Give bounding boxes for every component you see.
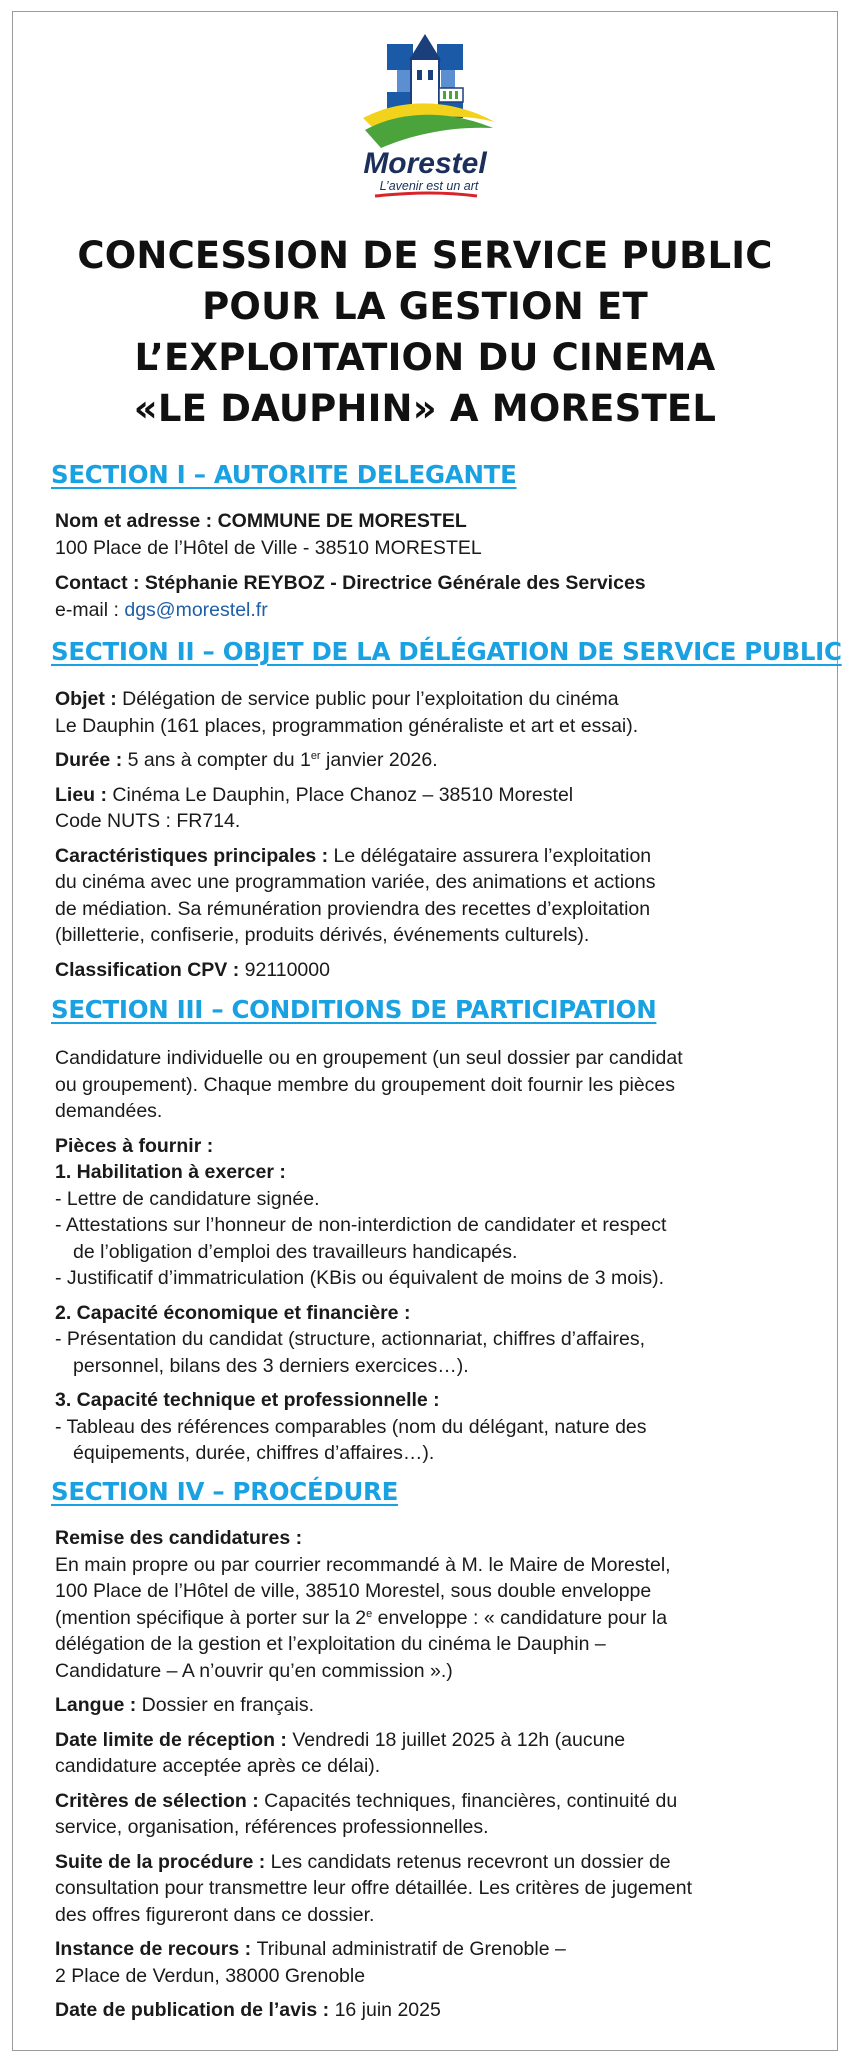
intro-line: Candidature individuelle ou en groupement (un seul dossier par candidat (55, 1047, 683, 1069)
remise-sup: e (366, 1607, 373, 1620)
objet-label: Objet : (55, 688, 123, 710)
notice-title (40, 230, 810, 434)
duree-text: 5 ans à compter du 1 (127, 749, 311, 771)
section-3-body (55, 1045, 815, 1467)
langue-label: Langue : (55, 1694, 142, 1716)
title-line: CONCESSION DE SERVICE PUBLIC (77, 234, 773, 277)
list-item: - Présentation du candidat (structure, actionnariat, chiffres d’affaires, (55, 1328, 646, 1350)
lieu-line (55, 782, 815, 809)
criteres-label: Critères de sélection : (55, 1789, 265, 1812)
langue-line (55, 1692, 815, 1719)
carac-line: de médiation. Sa rémunération proviendra des recettes d’exploitation (55, 897, 651, 920)
section-4-heading: SECTION IV – PROCÉDURE (51, 1477, 399, 1506)
remise-line (55, 1605, 815, 1632)
name-address-line (55, 508, 815, 535)
objet-line (55, 686, 815, 713)
capacite-eco-heading (55, 1300, 815, 1327)
criteres-line: service, organisation, références professionnelles. (55, 1816, 489, 1838)
recours-line (55, 1936, 815, 1963)
remise-heading (55, 1525, 815, 1552)
suite-line: des offres figureront dans ce dossier. (55, 1903, 375, 1926)
carac-label: Caractéristiques principales : (55, 844, 334, 867)
carac-line: (billetterie, confiserie, produits dérivés, événements culturels). (55, 924, 590, 946)
remise-line: Candidature – A n’ouvrir qu’en commission ».) (55, 1659, 453, 1682)
habilitation-heading (55, 1159, 815, 1186)
capacite-tech-heading (55, 1387, 815, 1414)
date-limite-text: Vendredi 18 juillet 2025 à 12h (aucune (292, 1728, 626, 1751)
suite-line (55, 1849, 815, 1876)
section-3-heading: SECTION III – CONDITIONS DE PARTICIPATION (51, 995, 657, 1024)
remise-text: enveloppe : « candidature pour la (372, 1606, 668, 1629)
objet-line: Le Dauphin (161 places, programmation généraliste et art et essai). (55, 714, 639, 737)
carac-line (55, 843, 815, 870)
morestel-logo (335, 30, 515, 210)
carac-line: du cinéma avec une programmation variée, des animations et actions (55, 871, 656, 893)
nuts-line: Code NUTS : FR714. (55, 810, 241, 832)
name-value: COMMUNE DE MORESTEL (217, 510, 467, 532)
publication-line (55, 1997, 815, 2024)
recours-text: Tribunal administratif de Grenoble – (256, 1938, 566, 1960)
criteres-line (55, 1788, 815, 1815)
duree-sup: er (310, 750, 321, 762)
email-label: e-mail : (55, 598, 125, 621)
section-4-body (55, 1525, 815, 2024)
list-item-cont: de l’obligation d’emploi des travailleurs handicapés. (73, 1240, 518, 1263)
title-line: L’EXPLOITATION DU CINEMA (134, 336, 716, 379)
address-line: 100 Place de l’Hôtel de Ville - 38510 MORESTEL (55, 536, 482, 559)
pieces-heading (55, 1133, 815, 1160)
title-line: POUR LA GESTION ET (202, 285, 648, 328)
remise-line: délégation de la gestion et l’exploitation du cinéma le Dauphin – (55, 1633, 606, 1655)
lieu-text: Cinéma Le Dauphin, Place Chanoz – 38510 Morestel (112, 783, 574, 806)
pieces-label: Pièces à fournir : (55, 1134, 214, 1157)
email-link[interactable]: dgs@morestel.fr (124, 598, 268, 621)
section-1-body (55, 508, 815, 623)
date-limite-label: Date limite de réception : (55, 1728, 293, 1751)
contact-value: Stéphanie REYBOZ - Directrice Générale des Services (144, 572, 646, 594)
duree-line (55, 747, 815, 774)
email-line (55, 597, 815, 624)
list-item-cont: personnel, bilans des 3 derniers exercices…). (73, 1354, 469, 1377)
objet-text: Délégation de service public pour l’exploitation du cinéma (122, 688, 619, 710)
intro-line: ou groupement). Chaque membre du groupement doit fournir les pièces (55, 1073, 676, 1096)
duree-text: janvier 2026. (320, 749, 438, 771)
suite-line: consultation pour transmettre leur offre détaillée. Les critères de jugement (55, 1877, 692, 1899)
carac-text: Le délégataire assurera l’exploitation (333, 844, 652, 867)
list-item: - Tableau des références comparables (nom du délégant, nature des (55, 1415, 647, 1438)
cpv-label: Classification CPV : (55, 958, 245, 981)
list-item: - Attestations sur l’honneur de non-interdiction de candidater et respect (55, 1214, 667, 1236)
cpv-value: 92110000 (244, 958, 330, 981)
capacite-tech-label: 3. Capacité technique et professionnelle : (55, 1389, 440, 1411)
intro-line: demandées. (55, 1100, 163, 1122)
recours-line: 2 Place de Verdun, 38000 Grenoble (55, 1964, 366, 1987)
date-limite-line (55, 1727, 815, 1754)
remise-text: (mention spécifique à porter sur la 2 (55, 1606, 367, 1629)
section-2-heading: SECTION II – OBJET DE LA DÉLÉGATION DE SERVICE PUBLIC (51, 637, 842, 666)
habilitation-label: 1. Habilitation à exercer : (55, 1161, 286, 1183)
logo-emblem-icon (335, 30, 515, 210)
remise-line: En main propre ou par courrier recommandé à M. le Maire de Morestel, (55, 1553, 671, 1576)
contact-line (55, 570, 815, 597)
section-1-heading: SECTION I – AUTORITE DELEGANTE (51, 460, 517, 489)
publication-value: 16 juin 2025 (334, 1999, 441, 2021)
list-item-cont: équipements, durée, chiffres d’affaires…). (73, 1442, 435, 1464)
suite-label: Suite de la procédure : (55, 1850, 271, 1873)
publication-label: Date de publication de l’avis : (55, 1999, 335, 2021)
list-item: - Justificatif d’immatriculation (KBis ou équivalent de moins de 3 mois). (55, 1267, 665, 1289)
langue-value: Dossier en français. (141, 1694, 314, 1716)
cpv-line (55, 957, 815, 984)
criteres-text: Capacités techniques, financières, continuité du (264, 1789, 678, 1812)
title-line: «LE DAUPHIN» A MORESTEL (133, 387, 717, 430)
name-label: Nom et adresse : (55, 510, 218, 532)
suite-text: Les candidats retenus recevront un dossier de (270, 1850, 671, 1873)
svg-text:Morestel: Morestel (363, 147, 487, 180)
remise-line: 100 Place de l’Hôtel de ville, 38510 Morestel, sous double enveloppe (55, 1580, 652, 1602)
remise-label: Remise des candidatures : (55, 1527, 303, 1549)
list-item: - Lettre de candidature signée. (55, 1187, 320, 1210)
section-2-body (55, 686, 815, 983)
lieu-label: Lieu : (55, 783, 113, 806)
svg-text:L’avenir est un art: L’avenir est un art (379, 179, 479, 193)
contact-label: Contact : (55, 572, 145, 594)
capacite-eco-label: 2. Capacité économique et financière : (55, 1301, 411, 1324)
duree-label: Durée : (55, 749, 128, 771)
date-limite-line: candidature acceptée après ce délai). (55, 1755, 381, 1777)
recours-label: Instance de recours : (55, 1938, 257, 1960)
